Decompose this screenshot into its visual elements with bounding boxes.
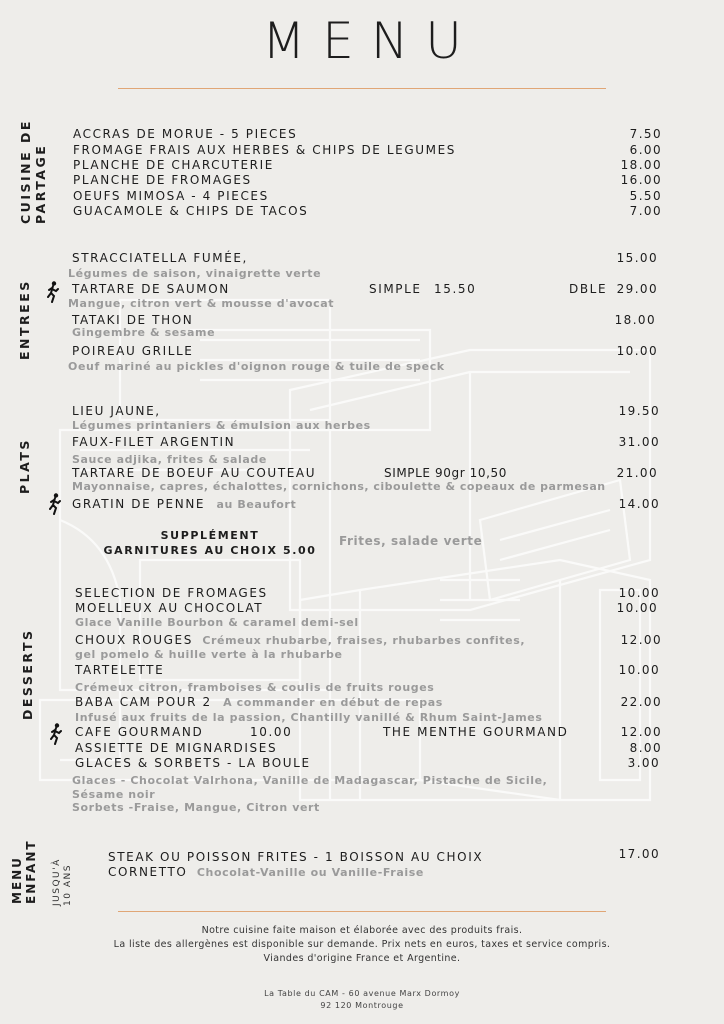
footer-address: La Table du CAM - 60 avenue Marx Dormoy bbox=[264, 989, 460, 998]
item-description: Mangue, citron vert & mousse d'avocat bbox=[68, 297, 335, 310]
item-description: Glaces - Chocolat Valrhona, Vanille de Madagascar, Pistache de Sicile, bbox=[72, 774, 548, 787]
section-label-partage: CUISINE DE PARTAGE bbox=[18, 119, 48, 224]
menu-item: POIREAU GRILLE bbox=[72, 344, 194, 358]
item-description: Sauce adjika, frites & salade bbox=[72, 453, 267, 466]
item-description: Crémeux rhubarbe, fraises, rhubarbes confites, bbox=[202, 634, 526, 647]
item-price: 22.00 bbox=[620, 695, 662, 709]
item-description: Sorbets -Fraise, Mangue, Citron vert bbox=[72, 801, 320, 814]
section-label-entrees: ENTREES bbox=[17, 279, 32, 360]
menu-item: ACCRAS DE MORUE - 5 PIECES bbox=[73, 127, 298, 141]
item-price: 19.50 bbox=[618, 404, 660, 418]
item-description: Gingembre & sesame bbox=[72, 326, 216, 339]
the-gourmand-label: THE MENTHE GOURMAND bbox=[383, 725, 569, 739]
title-divider bbox=[118, 88, 606, 89]
simple-price: 15.50 bbox=[434, 282, 477, 296]
simple-portion: SIMPLE 90gr 10,50 bbox=[384, 466, 508, 480]
menu-item bbox=[108, 865, 424, 879]
menu-item: STEAK OU POISSON FRITES - 1 BOISSON AU CHOIX bbox=[108, 850, 484, 864]
item-price: 17.00 bbox=[618, 847, 660, 861]
page-title: MENU bbox=[262, 12, 479, 70]
menu-item: LIEU JAUNE, bbox=[72, 404, 161, 418]
item-description: Oeuf mariné au pickles d'oignon rouge & tuile de speck bbox=[68, 360, 445, 373]
item-price: 15.00 bbox=[616, 251, 658, 265]
simple-label: SIMPLE bbox=[369, 282, 422, 296]
item-description: Glace Vanille Bourbon & caramel demi-sel bbox=[75, 616, 359, 629]
menu-item: TARTARE DE BOEUF AU COUTEAU bbox=[72, 466, 317, 480]
section-label-enfant: MENU ENFANT bbox=[10, 839, 38, 904]
item-price: 7.50 bbox=[629, 127, 662, 141]
section-label-plats: PLATS bbox=[17, 438, 32, 494]
running-person-icon bbox=[49, 493, 61, 515]
running-person-icon bbox=[47, 281, 59, 303]
item-price: 31.00 bbox=[618, 435, 660, 449]
item-price: 10.00 bbox=[616, 344, 658, 358]
item-name: CHOUX ROUGES bbox=[75, 633, 193, 647]
footer-divider bbox=[118, 911, 606, 912]
menu-item bbox=[75, 633, 525, 647]
menu-item: TARTARE DE SAUMON bbox=[72, 282, 230, 296]
supplement-options: Frites, salade verte bbox=[339, 534, 483, 548]
item-description: A commander en début de repas bbox=[223, 696, 443, 709]
footer-address: 92 120 Montrouge bbox=[320, 1001, 404, 1010]
item-price: 12.00 bbox=[620, 633, 662, 647]
double-label: DBLE bbox=[569, 282, 608, 296]
menu-item: MOELLEUX AU CHOCOLAT bbox=[75, 601, 264, 615]
footer-line: Notre cuisine faite maison et élaborée avec des produits frais. bbox=[201, 925, 523, 936]
footer-line: La liste des allergènes est disponible sur demande. Prix nets en euros, taxes et service compris. bbox=[113, 939, 611, 950]
menu-item: GUACAMOLE & CHIPS DE TACOS bbox=[73, 204, 309, 218]
cafe-gourmand-price: 10.00 bbox=[250, 725, 293, 739]
item-price: 12.00 bbox=[620, 725, 662, 739]
item-price: 10.00 bbox=[616, 601, 658, 615]
running-person-icon bbox=[50, 723, 62, 745]
item-description: Infusé aux fruits de la passion, Chantilly vanillé & Rhum Saint-James bbox=[75, 711, 543, 724]
item-description: Légumes printaniers & émulsion aux herbes bbox=[72, 419, 371, 432]
item-description: Crémeux citron, framboises & coulis de fruits rouges bbox=[75, 681, 435, 694]
menu-item bbox=[72, 497, 296, 511]
item-price: 7.00 bbox=[629, 204, 662, 218]
menu-item: PLANCHE DE CHARCUTERIE bbox=[73, 158, 274, 172]
menu-item: STRACCIATELLA FUMÉE, bbox=[72, 251, 248, 265]
menu-item: SELECTION DE FROMAGES bbox=[75, 586, 268, 600]
menu-item: ASSIETTE DE MIGNARDISES bbox=[75, 741, 278, 755]
item-description: Légumes de saison, vinaigrette verte bbox=[68, 267, 322, 280]
item-name: CORNETTO bbox=[108, 865, 188, 879]
footer-line: Viandes d'origine France et Argentine. bbox=[263, 953, 461, 964]
menu-item: OEUFS MIMOSA - 4 PIECES bbox=[73, 189, 269, 203]
supplement-block: SUPPLÉMENT GARNITURES AU CHOIX 5.00 bbox=[103, 529, 317, 557]
menu-item: PLANCHE DE FROMAGES bbox=[73, 173, 252, 187]
item-name: GRATIN DE PENNE bbox=[72, 497, 206, 511]
menu-item: FROMAGE FRAIS AUX HERBES & CHIPS DE LEGUMES bbox=[73, 143, 457, 157]
item-price: 18.00 bbox=[620, 158, 662, 172]
menu-item: GLACES & SORBETS - LA BOULE bbox=[75, 756, 311, 770]
item-price: 3.00 bbox=[627, 756, 660, 770]
section-label-desserts: DESSERTS bbox=[20, 628, 35, 720]
item-price: 21.00 bbox=[616, 466, 658, 480]
item-price: 10.00 bbox=[618, 663, 660, 677]
item-price: 18.00 bbox=[614, 313, 656, 327]
item-description: Chocolat-Vanille ou Vanille-Fraise bbox=[196, 866, 424, 879]
item-price: 6.00 bbox=[629, 143, 662, 157]
menu-item: TARTELETTE bbox=[75, 663, 165, 677]
menu-item: TATAKI DE THON bbox=[72, 313, 194, 327]
section-sublabel-enfant: JUSQU'À 10 ANS bbox=[52, 858, 73, 906]
item-price: 8.00 bbox=[629, 741, 662, 755]
item-price: 14.00 bbox=[618, 497, 660, 511]
menu-item: FAUX-FILET ARGENTIN bbox=[72, 435, 236, 449]
item-description: Sésame noir bbox=[72, 788, 156, 801]
menu-item: CAFE GOURMAND bbox=[75, 725, 204, 739]
item-price: 29.00 bbox=[616, 282, 658, 296]
item-description: gel pomelo & huille verte à la rhubarbe bbox=[75, 648, 343, 661]
item-price: 16.00 bbox=[620, 173, 662, 187]
menu-item bbox=[75, 695, 443, 709]
item-description: Mayonnaise, capres, échalottes, cornichons, ciboulette & copeaux de parmesan bbox=[72, 480, 606, 493]
item-name: BABA CAM POUR 2 bbox=[75, 695, 212, 709]
item-price: 10.00 bbox=[618, 586, 660, 600]
item-price: 5.50 bbox=[629, 189, 662, 203]
item-description: au Beaufort bbox=[216, 498, 297, 511]
